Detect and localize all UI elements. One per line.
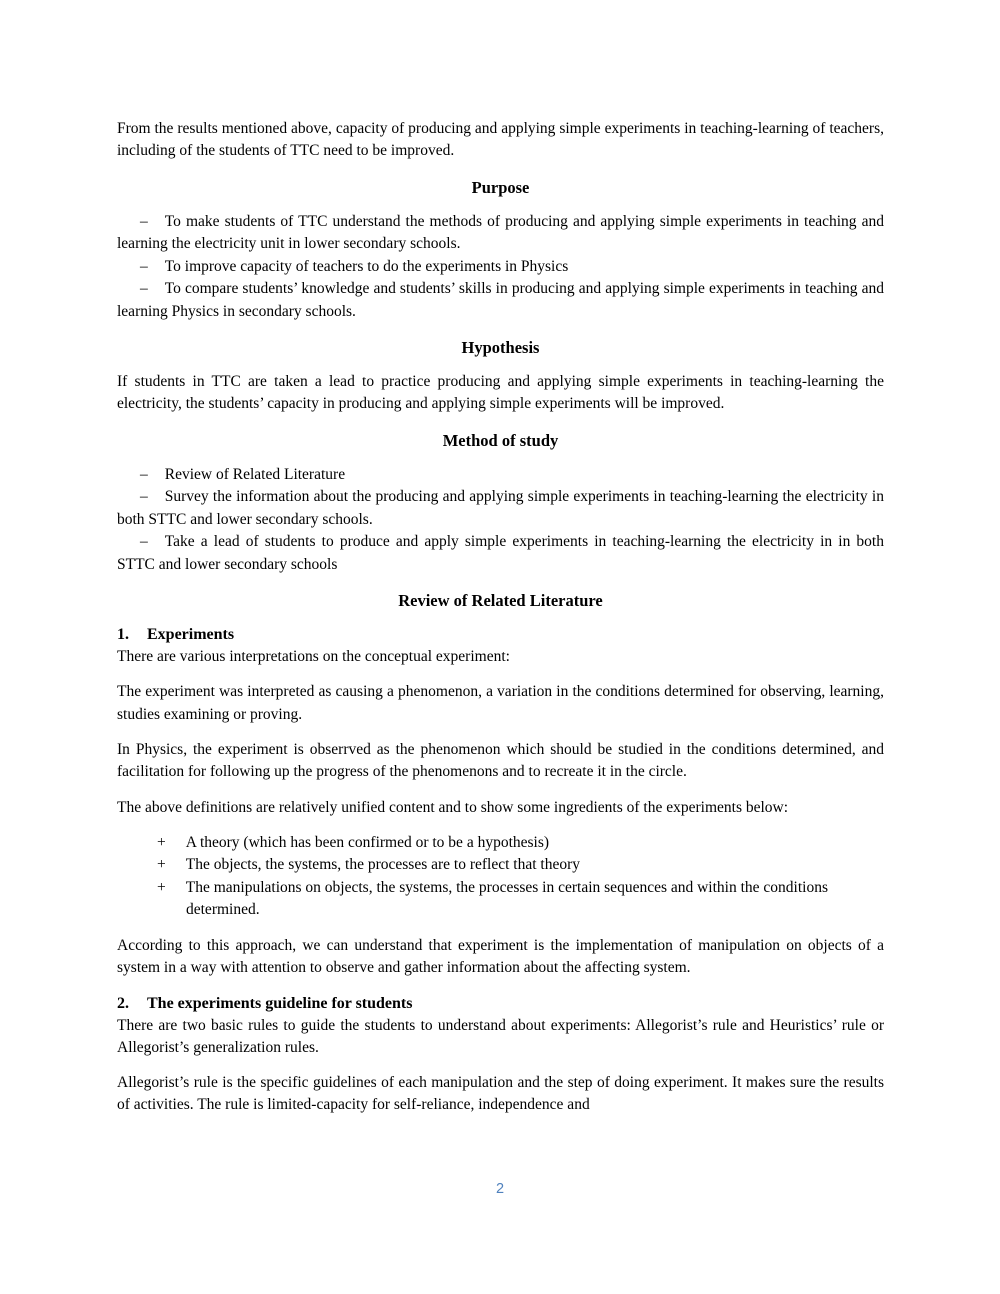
dash-bullet: – [140, 465, 148, 483]
list-item-text: To compare students’ knowledge and students’ skills in producing and applying simple experiments in teaching and learning Physics in secondary schools. [117, 280, 884, 320]
purpose-heading: Purpose [471, 177, 530, 197]
method-list [117, 464, 884, 577]
list-item-text: Survey the information about the producing and applying simple experiments in teaching-learning the electricity in both STTC and lower secondary schools. [117, 488, 884, 528]
list-item-text: A theory (which has been confirmed or to be a hypothesis) [185, 833, 550, 851]
list-item-text: Take a lead of students to produce and apply simple experiments in teaching-learning the electricity in in both STTC and lower secondary schools [117, 533, 884, 573]
list-item-text: Review of Related Literature [164, 465, 346, 483]
section-number: 2. [117, 994, 129, 1012]
section-1-paragraph-3: In Physics, the experiment is obserrved as the phenomenon which should be studied in the conditions determined, and facilitation for following up the progress of the phenomenons and to recreate it in the circle. [117, 741, 884, 781]
review-heading: Review of Related Literature [398, 591, 603, 611]
list-item [117, 211, 884, 256]
section-1-paragraph-5: According to this approach, we can understand that experiment is the implementation of manipulation on objects of a system in a way with attention to observe and gather information about the affecting system. [117, 936, 884, 977]
list-item [117, 877, 884, 922]
list-item [117, 486, 884, 531]
section-1-paragraph-1: There are various interpretations on the conceptual experiment: [117, 648, 510, 666]
section-title: The experiments guideline for students [147, 994, 413, 1012]
section-2-paragraph-1: There are two basic rules to guide the students to understand about experiments: Allegorist’s rule and Heuristics’ rule or Allegorist’s generalization rules. [117, 1016, 884, 1056]
dash-bullet: – [140, 280, 148, 298]
list-item [117, 464, 884, 487]
section-title: Experiments [147, 626, 235, 644]
list-item-text: To improve capacity of teachers to do the experiments in Physics [164, 257, 569, 275]
plus-bullet: + [157, 833, 166, 851]
dash-bullet: – [140, 212, 148, 230]
plus-bullet: + [157, 856, 166, 874]
document-body [117, 118, 884, 1130]
list-item-text: The manipulations on objects, the systems, the processes in certain sequences and within the conditions determined. [185, 878, 828, 919]
purpose-list [117, 211, 884, 324]
list-item [117, 854, 884, 877]
plus-bullet: + [157, 878, 166, 896]
dash-bullet: – [140, 488, 148, 506]
section-1-heading [117, 624, 884, 646]
section-number: 1. [117, 626, 129, 644]
list-item [117, 256, 884, 279]
list-item [117, 278, 884, 323]
section-2-paragraph-2: Allegorist’s rule is the specific guidelines of each manipulation and the step of doing experiment. It makes sure the results of activities. The rule is limited-capacity for self-reliance, independence and [117, 1074, 884, 1114]
method-heading: Method of study [442, 430, 559, 450]
section-2-heading [117, 993, 884, 1015]
list-item-text: The objects, the systems, the processes are to reflect that theory [185, 856, 581, 874]
ingredients-list [117, 832, 884, 922]
intro-paragraph: From the results mentioned above, capacity of producing and applying simple experiments in teaching-learning of teachers, including of the students of TTC need to be improved. [117, 120, 884, 160]
list-item [117, 832, 884, 855]
dash-bullet: – [140, 257, 148, 275]
page-number: 2 [495, 1181, 505, 1197]
hypothesis-heading: Hypothesis [461, 338, 540, 358]
dash-bullet: – [140, 533, 148, 551]
hypothesis-paragraph: If students in TTC are taken a lead to practice producing and applying simple experiments in teaching-learning the electricity, the students’ capacity in producing and applying simple experiments will be improved. [117, 373, 884, 413]
list-item-text: To make students of TTC understand the methods of producing and applying simple experiments in teaching and learning the electricity unit in lower secondary schools. [117, 212, 884, 253]
section-1-paragraph-4: The above definitions are relatively unified content and to show some ingredients of the experiments below: [117, 798, 789, 816]
section-1-paragraph-2: The experiment was interpreted as causing a phenomenon, a variation in the conditions determined for observing, learning, studies examining or proving. [117, 683, 884, 723]
list-item [117, 531, 884, 576]
